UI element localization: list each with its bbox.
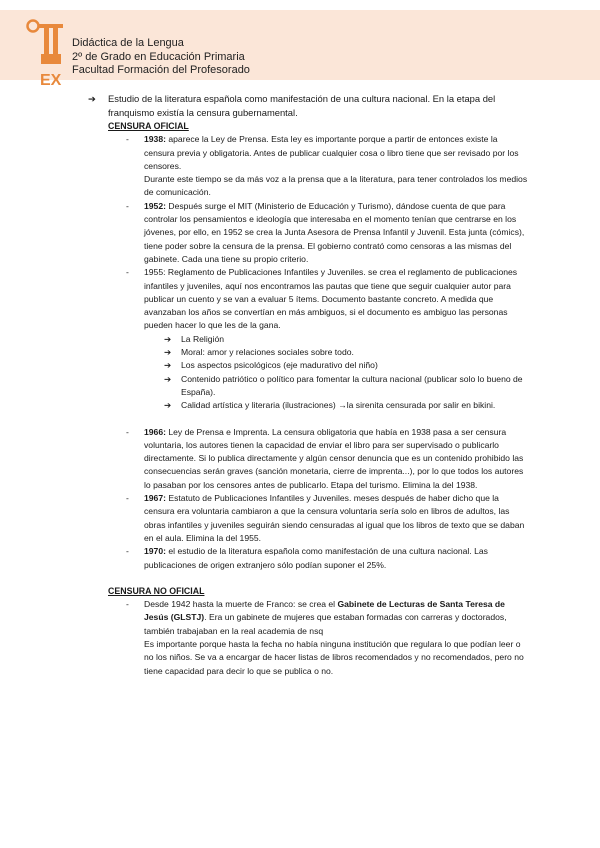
document-body: [88, 92, 528, 678]
arrow-icon: ➔: [164, 400, 172, 411]
university-logo: [26, 18, 66, 88]
list-item-text: [144, 133, 528, 199]
item-body: Después surge el MIT (Ministerio de Educación y Turismo), dándose cuenta de que para controlar los pensamientos e ideología que interesaba en el momento tenían que centrarse en los jóvenes, por ello, en 1952 se crea la Junta Asesora de Prensa Infantil y Juvenil. Esta junta (cómics), tiene poder sobre la censura de la prensa. El gobierno contrató como censoras a las mismas del gabinete. Cada una tiene su propio criterio.: [144, 200, 525, 264]
dash-bullet: -: [126, 546, 129, 557]
item-body-continued: Durante este tiempo se da más voz a la prensa que a la literatura, para tener controlados los medios de comunicación.: [144, 174, 528, 198]
header-degree: 2º de Grado en Educación Primaria: [72, 50, 245, 63]
item-body: 1955: Reglamento de Publicaciones Infantiles y Juveniles. se crea el reglamento de publicaciones infantiles y juveniles, aquí nos encontramos las pautas que tiene que seguir cualquier autor para publicar un cuento y se van a evaluar 5 ítems. Documento bastante concreto. A medida que avanzaban los años se convertían en más ambiguos, si el documento es ambiguo las personas pueden hacer lo que les de la gana.: [144, 267, 518, 331]
year-label: 1938:: [144, 134, 166, 145]
sub-list-item: [164, 399, 528, 412]
year-label: 1970:: [144, 546, 166, 557]
intro-paragraph: [88, 92, 528, 120]
year-label: 1967:: [144, 493, 166, 504]
list-item-text: [144, 545, 528, 572]
arrow-icon: ➔: [164, 360, 172, 371]
list-item: [126, 266, 528, 332]
sub-item-text: Contenido patriótico o político para fomentar la cultura nacional (publicar solo lo bueno de España).: [181, 373, 523, 397]
item-body: el estudio de la literatura española como manifestación de una cultura nacional. Las publicaciones de origen extranjero sólo podían suponer el 25%.: [144, 546, 488, 570]
year-label: 1966:: [144, 426, 166, 437]
dash-bullet: -: [126, 599, 129, 610]
item-body: . Era un gabinete de mujeres que estaban formadas con carreras y doctorados, también trabajaban en la real academia de nsq: [144, 612, 507, 636]
sub-list-item: [164, 373, 528, 400]
header-text: [72, 37, 250, 78]
arrow-icon: ➔: [164, 333, 172, 344]
dash-bullet: -: [126, 267, 129, 278]
intro-text: Estudio de la literatura española como manifestación de una cultura nacional. En la etapa del franquismo existía la censura gubernamental.: [108, 93, 496, 118]
item-body: Ley de Prensa e Imprenta. La censura obligatoria que había en 1938 pasa a ser censura voluntaria, los autores tienen la capacidad de enviar el libro para ser supervisado o publicarlo directamente. Si lo publica directamente y algún censor denuncia que es un contenido prohibido las consecuencias serán graves (sanción monetaria, cierre de imprenta...), por lo que todos los autores lo pasaban por los censores antes de publicarlo. Etapa del turismo. Elimina la del 1938.: [144, 426, 524, 490]
item-body: aparece la Ley de Prensa. Esta ley es importante porque a partir de entonces existe la censura previa y obligatoria. Antes de publicar cualquier cosa o libro tiene que ser revisado por los censores.: [144, 134, 519, 171]
arrow-icon: ➔: [164, 373, 172, 384]
list-item: [126, 492, 528, 545]
list-item: [126, 426, 528, 492]
list-item-text: [144, 492, 528, 545]
institution-name: Gabinete de Lecturas de Santa Teresa de Jesús (GLSTJ): [144, 599, 505, 623]
item-body: Estatuto de Publicaciones Infantiles y Juveniles. meses después de haber dicho que la censura era voluntaria cambiaron a que la censura voluntaria sería solo en libros de adultos, las obras infantiles y juveniles seguirán siendo censuradas al igual que los libros de texto que se daban en el aula. Elimina la del 1955.: [144, 493, 525, 543]
section-title-censura-no-oficial: CENSURA NO OFICIAL: [108, 585, 205, 596]
dash-bullet: -: [126, 134, 129, 145]
sub-list-item: [164, 359, 528, 372]
spacer: [88, 413, 528, 426]
sub-list-item: [164, 346, 528, 359]
section-title-censura-oficial: CENSURA OFICIAL: [108, 121, 189, 131]
header-faculty: Facultad Formación del Profesorado: [72, 64, 250, 76]
header-course: Didáctica de la Lengua: [72, 37, 184, 49]
list-item-text: [144, 598, 528, 678]
list-item-text: [144, 200, 528, 266]
item-body-start: Desde 1942 hasta la muerte de Franco: se crea el: [144, 599, 338, 610]
dash-bullet: -: [126, 200, 129, 211]
sub-item-text: Calidad artística y literaria (ilustraciones) →la sirenita censurada por salir en bikini.: [181, 400, 496, 411]
arrow-icon: ➔: [88, 93, 96, 104]
sub-item-text: Moral: amor y relaciones sociales sobre todo.: [181, 347, 354, 358]
logo-column-left: [44, 28, 49, 56]
dash-bullet: -: [126, 426, 129, 437]
logo-column-right: [53, 28, 58, 56]
logo-ring: [28, 21, 39, 32]
sub-item-text: Los aspectos psicológicos (eje madurativo del niño): [181, 360, 378, 371]
item-body-continued: Es importante porque hasta la fecha no había ninguna institución que regulara lo que podían leer o no los niños. Se va a encargar de hacer listas de libros recomendados y no recomendados, pero no tiene capacidad para decir lo que se publica o no.: [144, 638, 524, 676]
logo-text: EX: [40, 72, 62, 88]
list-item: [126, 133, 528, 199]
list-item: [126, 598, 528, 678]
arrow-icon: ➔: [164, 347, 172, 358]
sub-list-item: [164, 333, 528, 346]
sub-item-text: La Religión: [181, 333, 224, 344]
list-item: [126, 200, 528, 266]
list-item-text: [144, 426, 528, 492]
logo-base: [41, 54, 61, 64]
document-header: [0, 10, 600, 88]
year-label: 1952:: [144, 200, 166, 211]
dash-bullet: -: [126, 493, 129, 504]
spacer: [88, 572, 528, 585]
logo-bar: [39, 24, 63, 28]
list-item: [126, 545, 528, 572]
